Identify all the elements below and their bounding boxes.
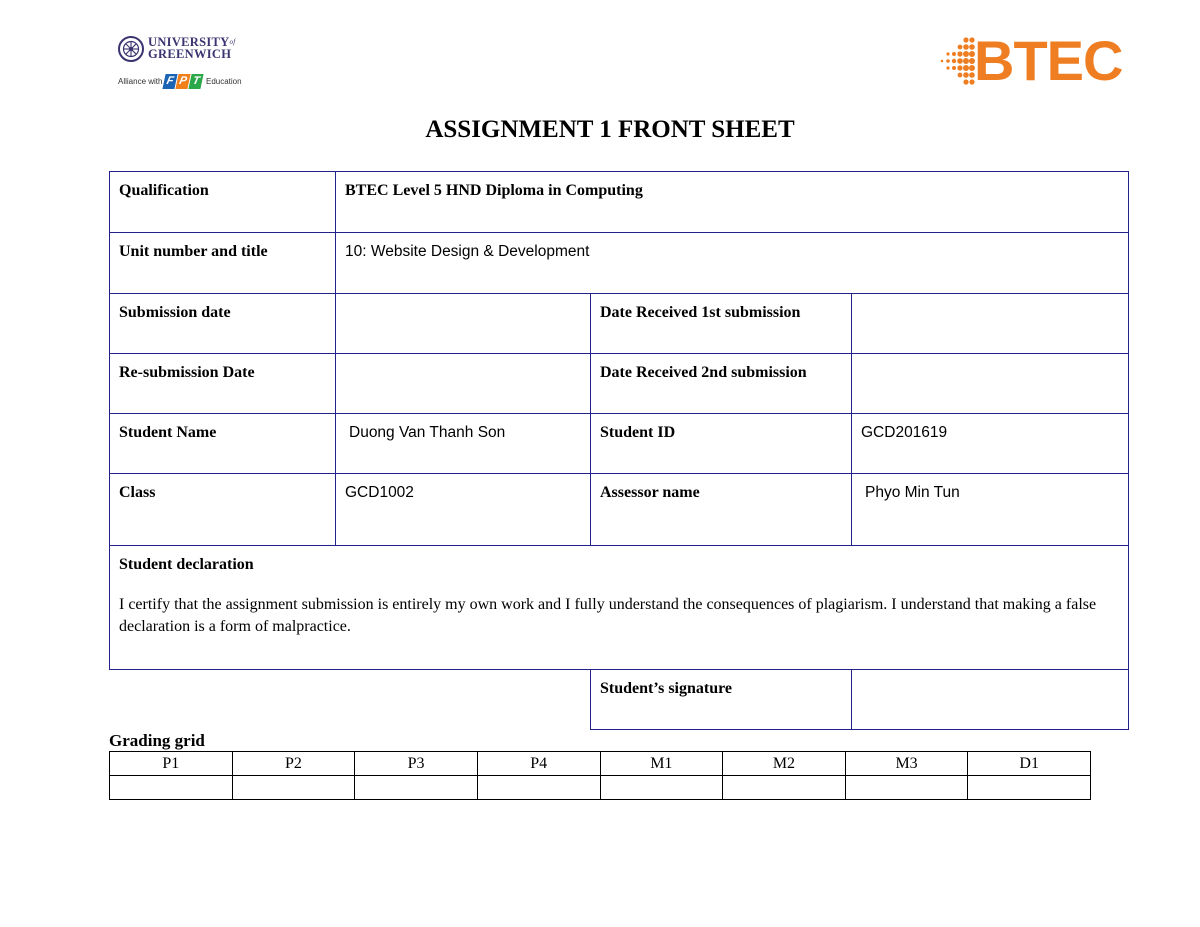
- resubmission-row: [110, 354, 1129, 414]
- page-title: ASSIGNMENT 1 FRONT SHEET: [425, 116, 795, 143]
- student-name-value: Duong Van Thanh Son: [336, 414, 591, 474]
- date-received-2-label: Date Received 2nd submission: [591, 354, 852, 414]
- grade-header-p1: P1: [110, 752, 233, 776]
- submission-row: [110, 294, 1129, 354]
- grade-value-m1: [600, 776, 723, 800]
- declaration-text: I certify that the assignment submission is entirely my own work and I fully understand the consequences of plagiarism. I understand that making a false declaration is a form of malpractice.: [119, 596, 1097, 635]
- fpt-education-text: Education: [206, 77, 242, 86]
- student-id-value: GCD201619: [852, 414, 1129, 474]
- grading-value-row: [110, 776, 1091, 800]
- date-received-1-label: Date Received 1st submission: [591, 294, 852, 354]
- student-name-label: Student Name: [110, 414, 336, 474]
- grade-value-p2: [232, 776, 355, 800]
- resubmission-date-label: Re-submission Date: [110, 354, 336, 414]
- grade-header-m1: M1: [600, 752, 723, 776]
- signature-table: [590, 669, 1129, 730]
- grade-header-d1: D1: [968, 752, 1091, 776]
- greenwich-seal-icon: [118, 36, 144, 62]
- declaration-cell: [110, 546, 1129, 670]
- btec-wordmark: BTEC: [974, 29, 1123, 92]
- grade-header-p4: P4: [477, 752, 600, 776]
- grade-header-p3: P3: [355, 752, 478, 776]
- resubmission-date-value: [336, 354, 591, 414]
- signature-value: [852, 670, 1129, 730]
- fpt-logo: F P T: [164, 72, 203, 90]
- greenwich-logo: [116, 34, 256, 94]
- declaration-label: Student declaration: [119, 556, 254, 573]
- student-id-label: Student ID: [591, 414, 852, 474]
- qualification-label: Qualification: [110, 172, 336, 233]
- class-label: Class: [110, 474, 336, 546]
- date-received-1-value: [852, 294, 1129, 354]
- unit-row: [110, 233, 1129, 294]
- grade-header-p2: P2: [232, 752, 355, 776]
- grading-grid-title: Grading grid: [109, 731, 205, 750]
- student-row: [110, 414, 1129, 474]
- grade-value-p3: [355, 776, 478, 800]
- declaration-row: [110, 546, 1129, 670]
- grade-value-m3: [845, 776, 968, 800]
- date-received-2-value: [852, 354, 1129, 414]
- assessor-value: Phyo Min Tun: [852, 474, 1129, 546]
- grade-value-d1: [968, 776, 1091, 800]
- qualification-row: [110, 172, 1129, 233]
- grade-header-m3: M3: [845, 752, 968, 776]
- grade-value-p1: [110, 776, 233, 800]
- signature-label: Student’s signature: [591, 670, 852, 730]
- university-name: $UNIVERSITY^{of}$ GREENWICH: [148, 35, 236, 61]
- assessor-label: Assessor name: [591, 474, 852, 546]
- unit-value: 10: Website Design & Development: [336, 233, 1129, 294]
- grade-value-m2: [723, 776, 846, 800]
- grading-grid: [109, 751, 1091, 800]
- front-sheet-table: [109, 171, 1129, 670]
- btec-dots-icon: [936, 34, 976, 90]
- class-value: GCD1002: [336, 474, 591, 546]
- grade-value-p4: [477, 776, 600, 800]
- grading-header-row: [110, 752, 1091, 776]
- class-row: [110, 474, 1129, 546]
- alliance-text: Alliance with: [118, 77, 163, 86]
- unit-label: Unit number and title: [110, 233, 336, 294]
- grade-header-m2: M2: [723, 752, 846, 776]
- submission-date-label: Submission date: [110, 294, 336, 354]
- qualification-value: BTEC Level 5 HND Diploma in Computing: [336, 172, 1129, 233]
- submission-date-value: [336, 294, 591, 354]
- btec-logo: [936, 29, 1126, 94]
